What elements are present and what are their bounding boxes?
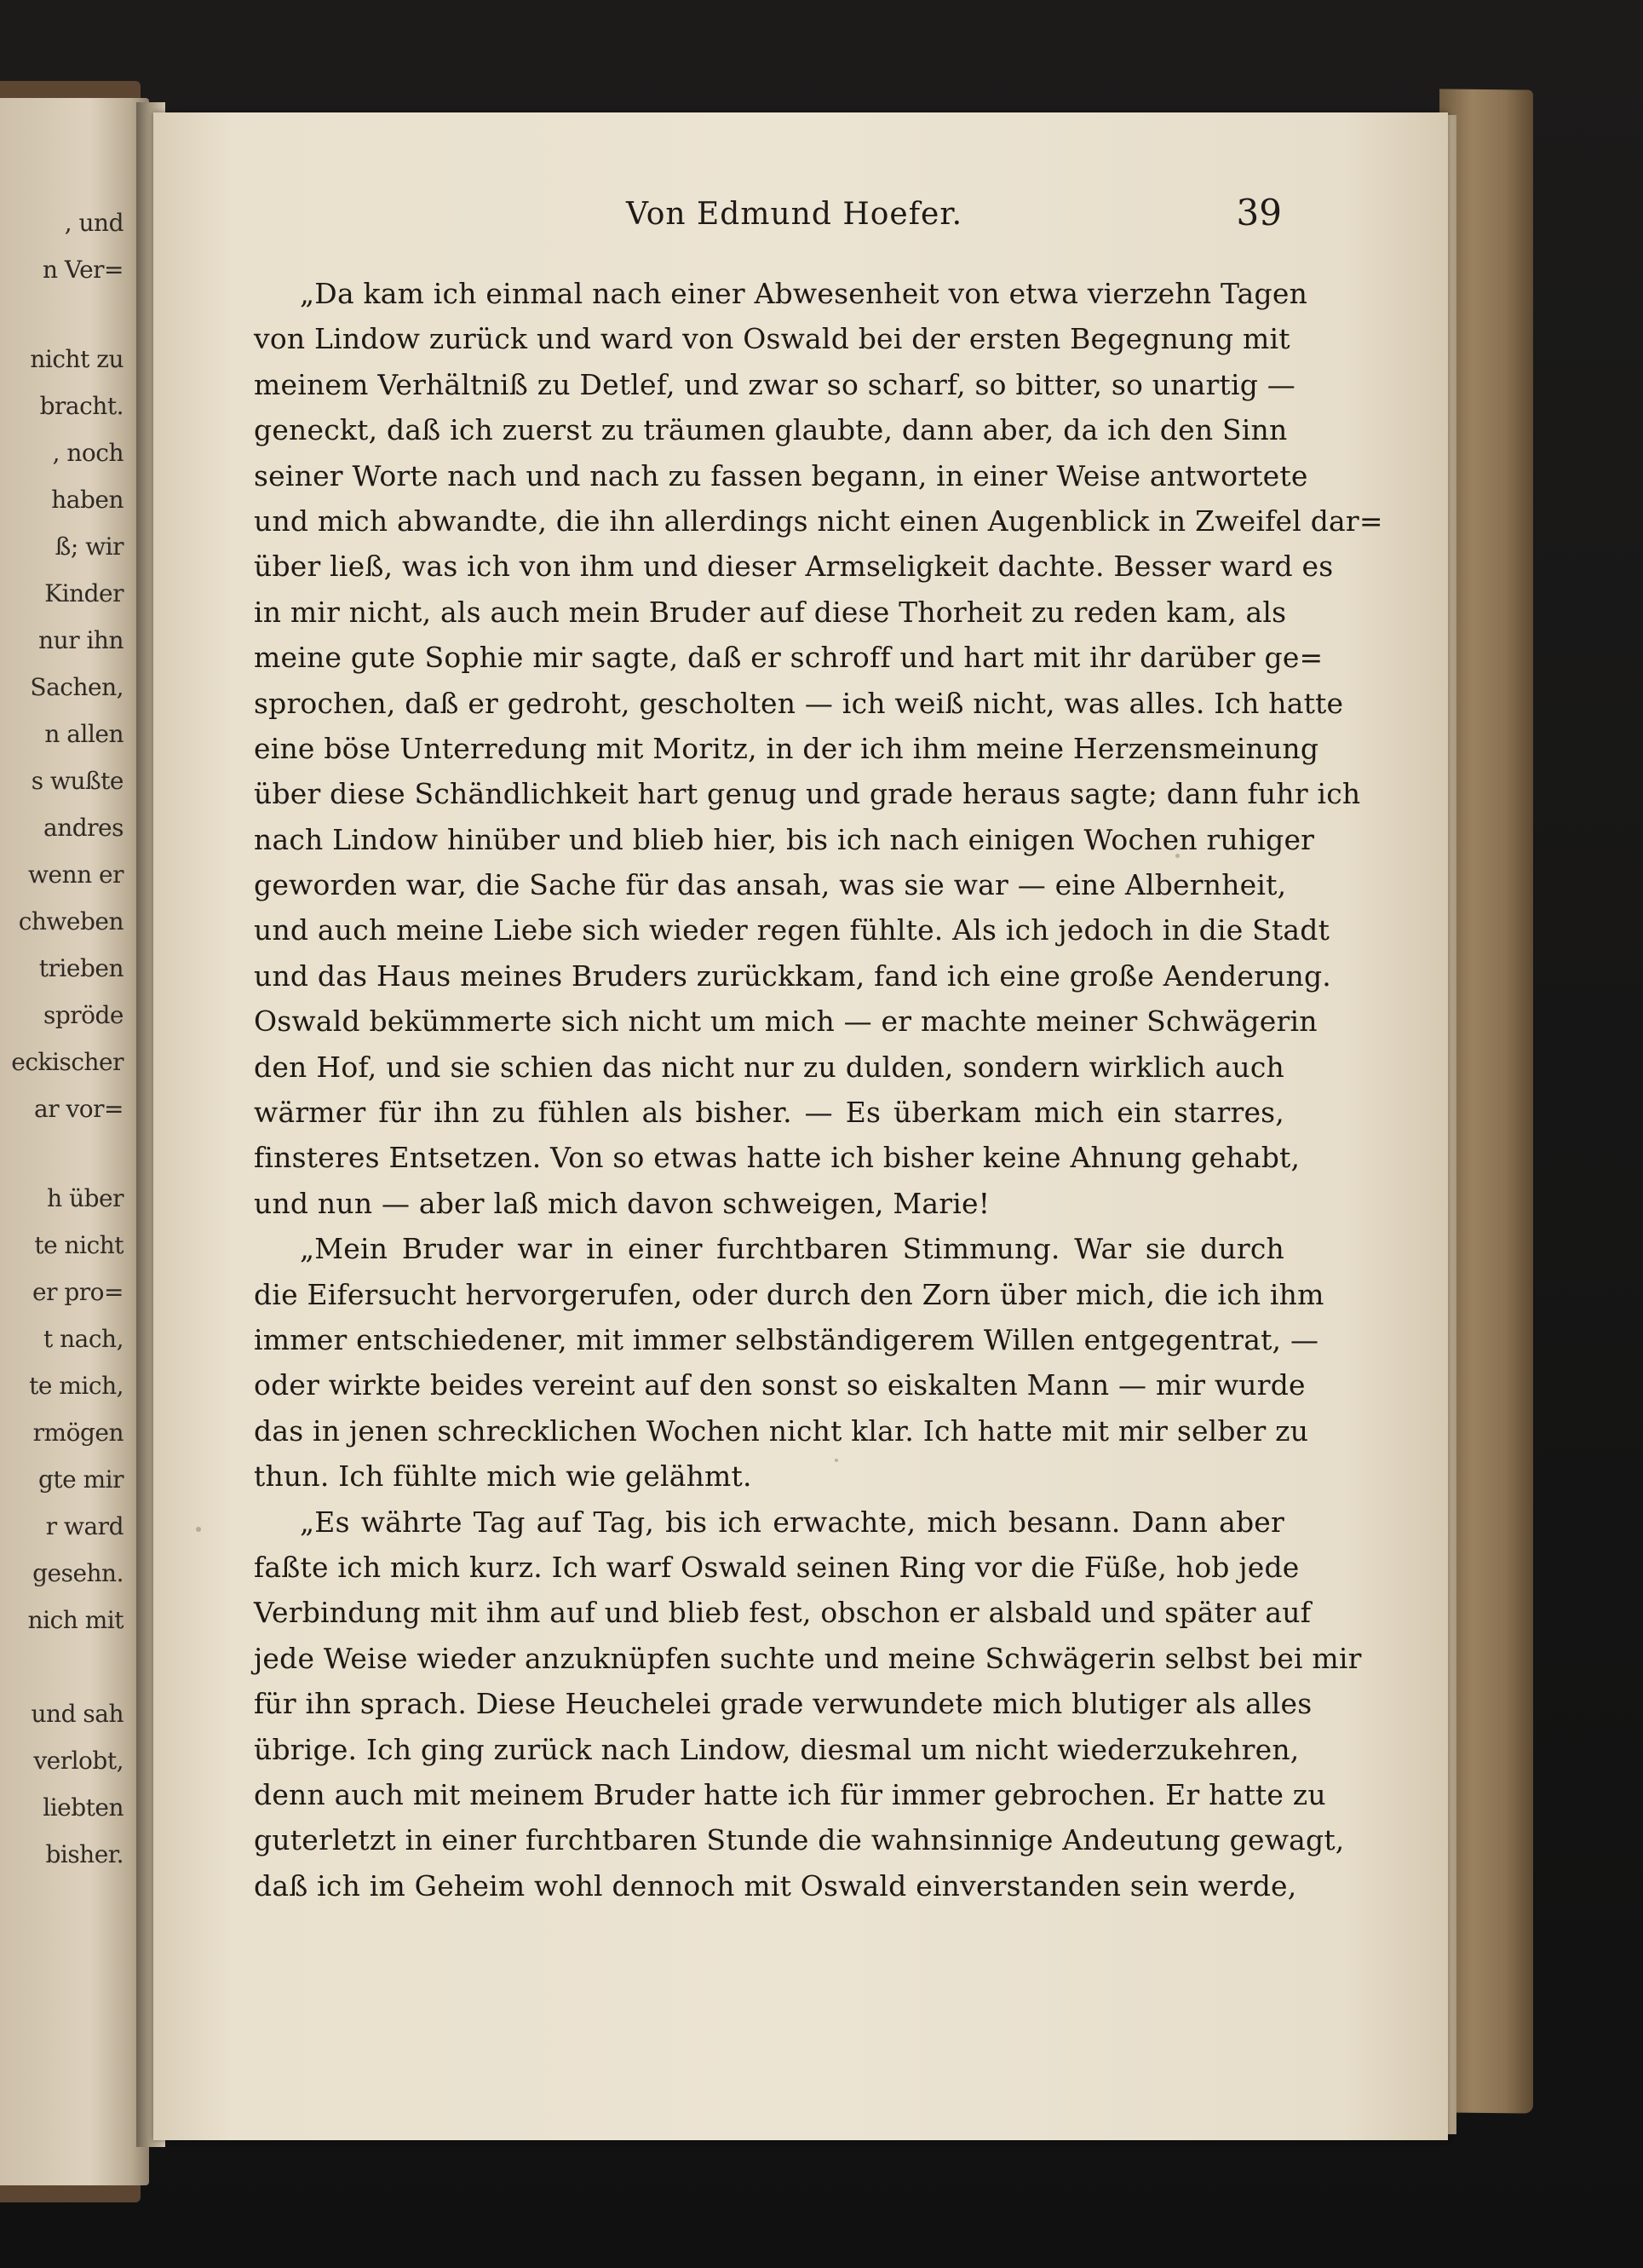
text-line: „Mein Bruder war in einer furchtbaren Stimmung. War sie durch <box>300 1232 1284 1266</box>
text-line: seiner Worte nach und nach zu fassen begann, in einer Weise antwortete <box>254 458 1308 492</box>
text-line: meinem Verhältniß zu Detlef, und zwar so scharf, so bitter, so unartig — <box>254 367 1295 401</box>
page-header <box>626 192 1282 243</box>
text-line: nach Lindow hinüber und blieb hier, bis ich nach einigen Wochen ruhiger <box>254 822 1315 856</box>
text-line: über ließ, was ich von ihm und dieser Armseligkeit dachte. Besser ward es <box>254 550 1334 584</box>
text-line: thun. Ich fühlte mich wie gelähmt. <box>254 1459 752 1494</box>
previous-page-line-fragment: n Ver= <box>43 256 124 284</box>
text-line: faßte ich mich kurz. Ich warf Oswald seinen Ring vor die Füße, hob jede <box>254 1550 1300 1584</box>
text-line: den Hof, und sie schien das nicht nur zu dulden, sondern wirklich auch <box>254 1050 1284 1084</box>
previous-page-line-fragment: gte mir <box>37 1465 124 1494</box>
text-line: und auch meine Liebe sich wieder regen fühlte. Als ich jedoch in die Stadt <box>254 913 1330 947</box>
previous-page-line-fragment: rmögen <box>32 1419 124 1447</box>
text-line: übrige. Ich ging zurück nach Lindow, diesmal um nicht wiederzukehren, <box>254 1732 1300 1766</box>
previous-page-line-fragment: Kinder <box>44 579 124 607</box>
text-line: „Es währte Tag auf Tag, bis ich erwachte, mich besann. Dann aber <box>300 1505 1284 1539</box>
text-line: geneckt, daß ich zuerst zu träumen glaubte, dann aber, da ich den Sinn <box>254 413 1288 447</box>
previous-page-line-fragment: nicht zu <box>30 345 124 373</box>
previous-page-line-fragment: spröde <box>43 1001 124 1029</box>
previous-page-line-fragment: nur ihn <box>38 626 124 654</box>
text-line: für ihn sprach. Diese Heuchelei grade verwundete mich blutiger als alles <box>254 1687 1313 1721</box>
text-line: immer entschiedener, mit immer selbständigerem Willen entgegentrat, — <box>254 1322 1319 1356</box>
previous-page-line-fragment: , noch <box>52 439 124 467</box>
text-line: Oswald bekümmerte sich nicht um mich — er machte meiner Schwägerin <box>254 1004 1318 1039</box>
previous-page-line-fragment: t nach, <box>43 1325 124 1353</box>
text-line: geworden war, die Sache für das ansah, was sie war — eine Albernheit, <box>254 868 1287 902</box>
body-text <box>254 271 1383 1908</box>
previous-page-line-fragment: ar vor= <box>34 1095 124 1123</box>
text-line: wärmer für ihn zu fühlen als bisher. — Es überkam mich ein starres, <box>254 1096 1284 1130</box>
previous-page-line-fragment: eckischer <box>11 1048 124 1076</box>
paper-speck <box>196 1527 201 1532</box>
text-line: in mir nicht, als auch mein Bruder auf diese Thorheit zu reden kam, als <box>254 595 1287 629</box>
text-line: daß ich im Geheim wohl dennoch mit Oswald einverstanden sein werde, <box>254 1868 1297 1902</box>
text-line: das in jenen schrecklichen Wochen nicht klar. Ich hatte mit mir selber zu <box>254 1413 1309 1448</box>
previous-page-line-fragment: te nicht <box>34 1231 124 1259</box>
previous-page-line-fragment: chweben <box>18 907 124 935</box>
text-line: und das Haus meines Bruders zurückkam, fand ich eine große Aenderung. <box>254 958 1331 993</box>
previous-page-line-fragment: bracht. <box>39 392 124 420</box>
text-line: finsteres Entsetzen. Von so etwas hatte ich bisher keine Ahnung gehabt, <box>254 1141 1301 1175</box>
previous-page-line-fragment: n allen <box>44 720 124 748</box>
previous-page-line-fragment: , und <box>64 209 124 237</box>
text-line: jede Weise wieder anzuknüpfen suchte und meine Schwägerin selbst bei mir <box>254 1641 1362 1675</box>
previous-page <box>0 98 149 2185</box>
previous-page-line-fragment: bisher. <box>45 1840 124 1868</box>
previous-page-line-fragment: r ward <box>45 1512 124 1540</box>
previous-page-line-fragment: gesehn. <box>32 1559 124 1587</box>
previous-page-line-fragment: Sachen, <box>30 673 124 701</box>
text-line: von Lindow zurück und ward von Oswald bei der ersten Begegnung mit <box>254 322 1290 356</box>
previous-page-line-fragment: trieben <box>38 954 124 982</box>
text-line: oder wirkte beides vereint auf den sonst so eiskalten Mann — mir wurde <box>254 1368 1306 1402</box>
previous-page-line-fragment: verlobt, <box>33 1747 124 1775</box>
previous-page-line-fragment: haben <box>51 486 124 514</box>
text-line: meine gute Sophie mir sagte, daß er schroff und hart mit ihr darüber ge= <box>254 641 1324 675</box>
previous-page-line-fragment: er pro= <box>32 1278 124 1306</box>
previous-page-line-fragment: und sah <box>31 1700 124 1728</box>
previous-page-line-fragment: wenn er <box>28 861 124 889</box>
text-line: „Da kam ich einmal nach einer Abwesenheit von etwa vierzehn Tagen <box>300 277 1308 310</box>
text-line: Verbindung mit ihm auf und blieb fest, obschon er alsbald und später auf <box>254 1596 1312 1630</box>
previous-page-line-fragment: s wußte <box>31 767 124 795</box>
text-line: die Eifersucht hervorgerufen, oder durch den Zorn über mich, die ich ihm <box>254 1277 1324 1311</box>
page-number: 39 <box>1236 192 1282 233</box>
previous-page-line-fragment: liebten <box>43 1793 124 1822</box>
previous-page-line-fragment: ß; wir <box>55 532 124 561</box>
text-line: und mich abwandte, die ihn allerdings nicht einen Augenblick in Zweifel dar= <box>254 504 1383 538</box>
previous-page-line-fragment: te mich, <box>29 1372 124 1400</box>
text-line: eine böse Unterredung mit Moritz, in der ich ihm meine Herzensmeinung <box>254 731 1319 765</box>
text-line: sprochen, daß er gedroht, gescholten — ich weiß nicht, was alles. Ich hatte <box>254 686 1344 720</box>
text-line: über diese Schändlichkeit hart genug und grade heraus sagte; dann fuhr ich <box>254 777 1361 811</box>
text-line: und nun — aber laß mich davon schweigen, Marie! <box>254 1186 991 1220</box>
previous-page-line-fragment: andres <box>43 814 124 842</box>
text-line: denn auch mit meinem Bruder hatte ich für immer gebrochen. Er hatte zu <box>254 1777 1326 1811</box>
text-line: guterletzt in einer furchtbaren Stunde die wahnsinnige Andeutung gewagt, <box>254 1823 1345 1857</box>
running-head: Von Edmund Hoefer. <box>626 197 963 232</box>
previous-page-line-fragment: nich mit <box>27 1606 124 1634</box>
previous-page-line-fragment: h über <box>47 1184 124 1212</box>
